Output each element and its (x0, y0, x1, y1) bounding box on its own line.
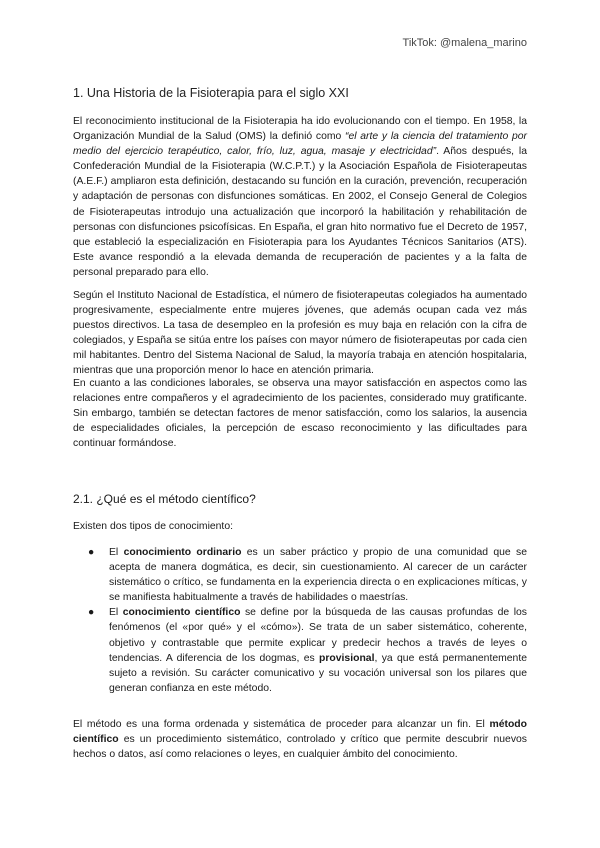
b2-text-a: El (109, 607, 123, 619)
oms-definition-quote: “el arte y la ciencia del tratamiento por medio del ejercicio terapéutico, calor, frío, luz, agua, masaje y electricidad” (73, 131, 527, 158)
bullet-icon: ● (88, 547, 95, 558)
term-ordinary-knowledge: conocimiento ordinario (123, 547, 242, 558)
paragraph-history-text-b: . Años después, la Confederación Mundial de la Fisioterapia (W.C.P.T.) y la Asociación Española de Fisioterapeutas (A.E.F.) ampliaron esta definición, destacando su función en la curación, prevención, recuperación y adaptación de personas con disfunciones somáticas. En 2002, el Consejo General de Colegios de Fisioterapeutas introdujo una actualización que incorporó la habilitación y rehabilitación de personas con disfunciones psicofísicas. En España, el gran hito normativo fue el Decreto de 1957, que estableció la especialización en Fisioterapia para los Ayudantes Técnicos Sanitarios (ATS). Este avance respondió a la elevada demanda de recuperación de pacientes y a la falta de personal preparado para ello. (73, 146, 527, 278)
section-2-1-title: 2.1. ¿Qué es el método científico? (73, 492, 256, 506)
tiktok-handle: TikTok: @malena_marino (402, 37, 527, 49)
paragraph-history-text-a: El reconocimiento institucional de la Fisioterapia ha ido evolucionando con el tiempo. En 1958, la Organización Mundial de la Salud (OMS) la definió como (73, 116, 527, 143)
paragraph-scientific-method (73, 717, 527, 762)
paragraph-knowledge-intro: Existen dos tipos de conocimiento: (73, 521, 233, 532)
knowledge-types-list (73, 545, 527, 696)
term-scientific-knowledge: conocimiento científico (122, 607, 241, 619)
paragraph-statistics: Según el Instituto Nacional de Estadística, el número de fisioterapeutas colegiados ha aumentado progresivamente, especialmente entre mujeres jóvenes, que además ocupan cada vez más puestos directivos. La tasa de desempleo en la profesión es muy baja en relación con la cifra de colegiados, y España se sitúa entre los países con mayor número de fisioterapeutas por cada cien mil habitantes. Dentro del Sistema Nacional de Salud, la mayoría trabaja en atención hospitalaria, mientras que una proporción menor lo hace en atención primaria. (73, 290, 527, 377)
list-item-scientific-knowledge (73, 605, 527, 696)
b1-text-b: es un saber práctico y propio de una comunidad que se acepta de manera dogmática, es decir, sin cuestionamiento. Al carecer de un carácter sistemático o crítico, se fundamenta en la experiencia directa o en explicaciones míticas, y se manifiesta habitualmente a través de habilidades o maestrías. (109, 547, 527, 604)
b1-text-a: El (109, 547, 124, 558)
method-text-a: El método es una forma ordenada y sistemática de proceder para alcanzar un fin. El (73, 719, 490, 730)
bullet-icon: ● (88, 607, 95, 619)
term-provisional: provisional (319, 652, 375, 664)
b2-text-c: , ya que está permanentemente sujeto a revisión. Su carácter comunicativo y su vocación universal son los pilares que generan confianza en este método. (109, 652, 527, 694)
paragraph-history (73, 114, 527, 280)
term-scientific-method: método científico (73, 719, 527, 746)
paragraph-working-conditions: En cuanto a las condiciones laborales, se observa una mayor satisfacción en aspectos como las relaciones entre compañeros y el agradecimiento de los pacientes, considerado muy gratificante. Sin embargo, también se detectan factores de menor satisfacción, como los salarios, la ausencia de especialidades oficiales, la percepción de escaso reconocimiento y las dificultades para continuar formándose. (73, 378, 527, 450)
section-1-title: 1. Una Historia de la Fisioterapia para el siglo XXI (73, 86, 349, 100)
list-item-ordinary-knowledge (73, 545, 527, 605)
b2-text-b: se define por la búsqueda de las causas profundas de los fenómenos (el «por qué» y el «cómo»). Se trata de un saber sistemático, coherente, objetivo y contrastable que permite explicar y predecir hechos a través de leyes o tendencias. A diferencia de los dogmas, es (109, 607, 528, 664)
method-text-b: es un procedimiento sistemático, controlado y crítico que permite descubrir nuevos hechos o datos, así como relaciones o leyes, en cualquier ámbito del conocimiento. (73, 734, 527, 761)
